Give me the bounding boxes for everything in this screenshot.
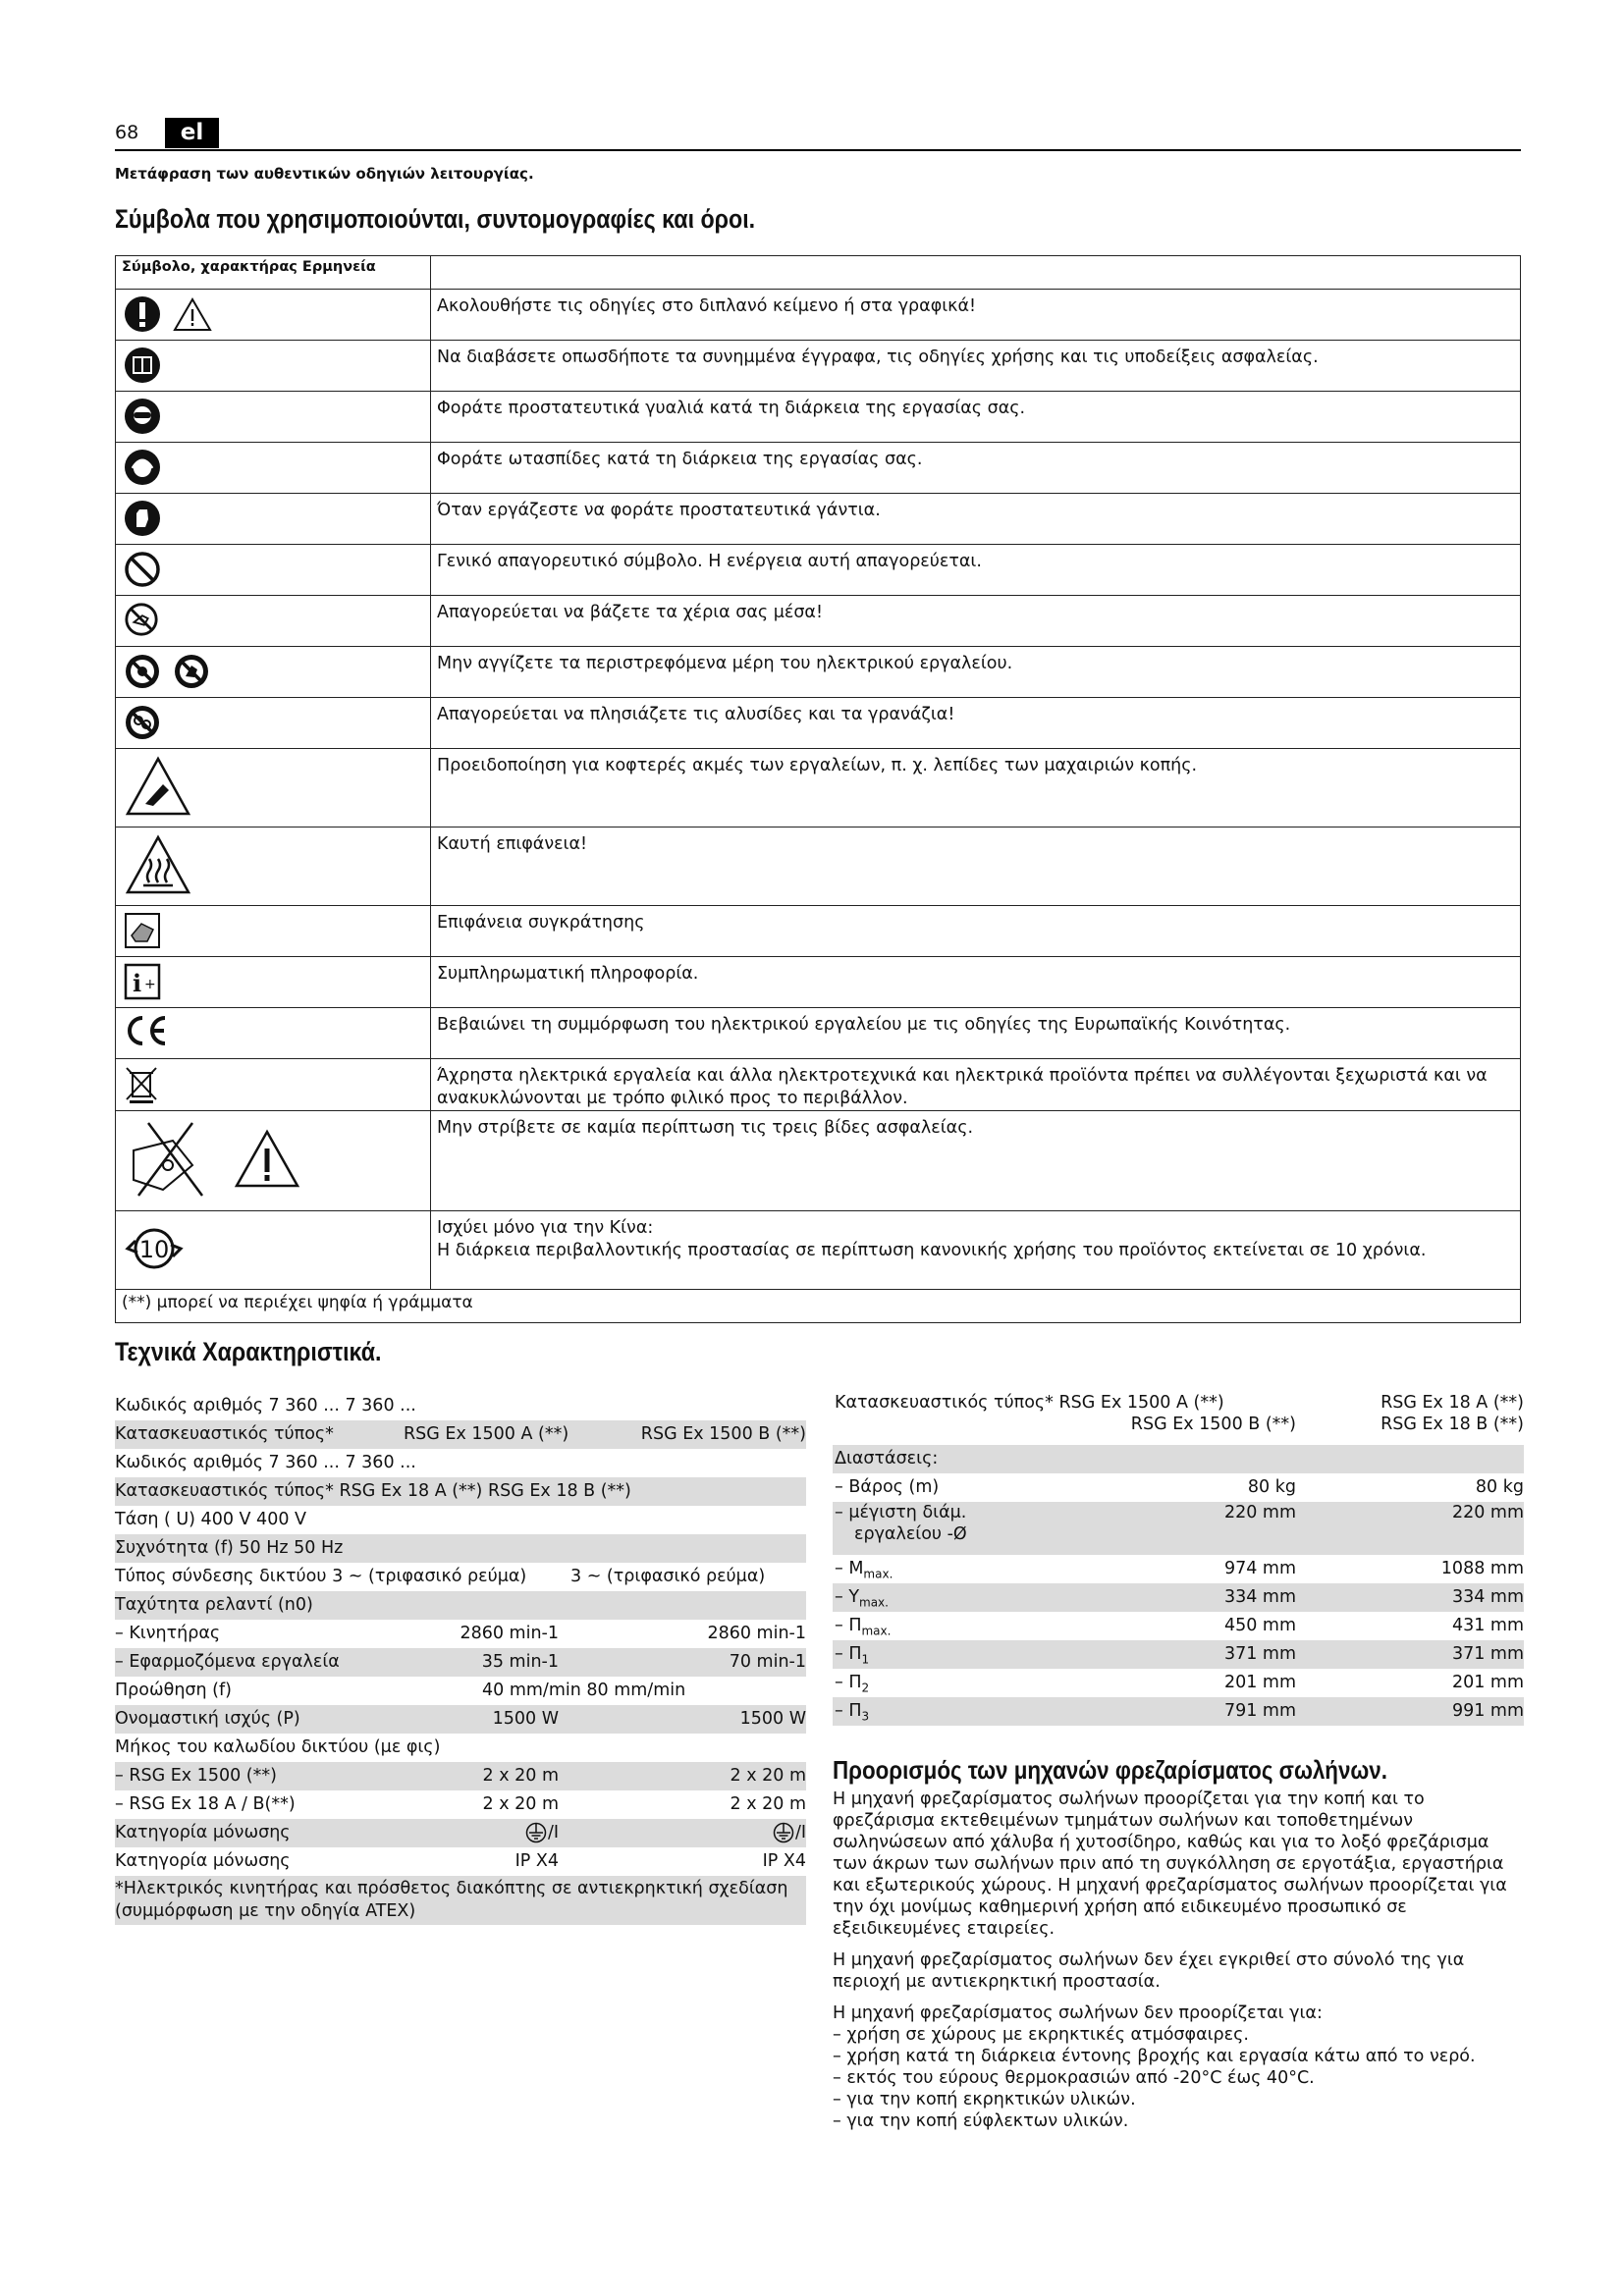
ground-symbol-icon	[772, 1822, 795, 1843]
no-hands-icon	[124, 602, 159, 637]
atex-note: *Ηλεκτρικός κινητήρας και πρόσθετος διακόπτης σε αντιεκρηκτική σχεδίαση (συμμόρφωση με την οδηγία ATEX)	[115, 1876, 806, 1925]
dims-section-label: Διαστάσεις:	[833, 1445, 1524, 1473]
list-item: – χρήση σε χώρους με εκρηκτικές ατμόσφαιρες.	[833, 2025, 1249, 2045]
symbol-desc: Επιφάνεια συγκράτησης	[431, 906, 1521, 957]
no-chains-icon	[124, 704, 161, 741]
tech-row: – RSG Ex 18 A / B(**) 2 x 20 m 2 x 20 m	[115, 1794, 806, 1814]
prohibition-icon	[124, 551, 161, 588]
symbol-desc: Προειδοποίηση για κοφτερές ακμές των εργαλείων, π. χ. λεπίδες των μαχαιριών κοπής.	[431, 749, 1521, 828]
intended-use-title: Προορισμός των μηχανών φρεζαρίσματος σωλήνων.	[833, 1755, 1387, 1785]
intended-paragraph: Η μηχανή φρεζαρίσματος σωλήνων δεν έχει εγκριθεί στο σύνολό της για περιοχή με αντιεκρηκτική προστασία.	[833, 1950, 1465, 1992]
symbols-footnote: (**) μπορεί να περιέχει ψηφία ή γράμματα	[116, 1290, 1521, 1323]
symbol-desc: Φοράτε προστατευτικά γυαλιά κατά τη διάρκεια της εργασίας σας.	[431, 392, 1521, 443]
dims-row: – $\Pi_{max.}$ 450 mm 431 mm	[835, 1616, 1524, 1638]
page-number: 68	[115, 122, 139, 143]
tech-data-table	[115, 1392, 806, 1925]
gloves-icon	[124, 500, 161, 537]
symbol-desc: Όταν εργάζεστε να φοράτε προστατευτικά γάντια.	[431, 494, 1521, 545]
tech-row: Τύπος σύνδεσης δικτύου 3 ~ (τριφασικό ρεύμα) 3 ~ (τριφασικό ρεύμα)	[115, 1567, 766, 1586]
warning-triangle-icon	[173, 296, 212, 332]
intended-paragraph: Η μηχανή φρεζαρίσματος σωλήνων δεν προορίζεται για:	[833, 2003, 1323, 2023]
tech-row: Τάση ( U) 400 V 400 V	[115, 1510, 306, 1529]
symbols-table	[115, 255, 1521, 1323]
symbol-desc: Μην στρίβετε σε καμία περίπτωση τις τρεις βίδες ασφαλείας.	[431, 1111, 1521, 1211]
list-item: – για την κοπή εύφλεκτων υλικών.	[833, 2111, 1129, 2131]
ear-protection-icon	[124, 449, 161, 486]
tech-row: – Κινητήρας 2860 min-1 2860 min-1	[115, 1624, 806, 1643]
svg-text:i: i	[133, 969, 142, 997]
symbols-section-title: Σύμβολα που χρησιμοποιούνται, συντομογραφίες και όροι.	[115, 204, 756, 234]
tech-section-title: Τεχνικά Χαρακτηριστικά.	[115, 1337, 382, 1366]
dims-row: – $\Pi_3$ 791 mm 991 mm	[833, 1697, 1524, 1726]
symbol-desc: Άχρηστα ηλεκτρικά εργαλεία και άλλα ηλεκτροτεχνικά και ηλεκτρικά προϊόντα πρέπει να συλλέγονται ξεχωριστά και να ανακυκλώνονται με τρόπο φιλικό προς το περιβάλλον.	[431, 1059, 1521, 1111]
symbol-desc: Φοράτε ωτασπίδες κατά τη διάρκεια της εργασίας σας.	[431, 443, 1521, 494]
symbol-desc: Μην αγγίζετε τα περιστρεφόμενα μέρη του ηλεκτρικού εργαλείου.	[431, 647, 1521, 698]
tech-row: – RSG Ex 1500 (**) 2 x 20 m 2 x 20 m	[115, 1762, 806, 1790]
china-10-icon	[124, 1223, 185, 1274]
translation-note: Μετάφραση των αυθεντικών οδηγιών λειτουργίας.	[115, 165, 534, 183]
dims-row: – $\Pi_2$ 201 mm 201 mm	[835, 1673, 1524, 1695]
dims-row: – $\Pi_1$ 371 mm 371 mm	[833, 1640, 1524, 1669]
read-manual-icon	[124, 347, 161, 384]
tech-row: Κατασκευαστικός τύπος* RSG Ex 18 A (**) RSG Ex 18 B (**)	[115, 1477, 806, 1506]
intended-use-text	[833, 1789, 1524, 2132]
symbol-desc: Ισχύει μόνο για την Κίνα: Η διάρκεια περιβαλλοντικής προστασίας σε περίπτωση κανονικής χρήσης του προϊόντος εκτείνεται σε 10 χρόνια.	[431, 1211, 1521, 1290]
language-badge: el	[165, 118, 219, 148]
no-touch-hand-icon	[173, 653, 210, 690]
list-item: – εκτός του εύρους θερμοκρασιών από -20°C έως 40°C.	[833, 2068, 1315, 2088]
weee-bin-icon	[124, 1065, 159, 1104]
list-item: – για την κοπή εκρηκτικών υλικών.	[833, 2090, 1136, 2109]
dims-header: Κατασκευαστικός τύπος* RSG Ex 1500 A (**) RSG Ex 1500 B (**) RSG Ex 18 A (**) RSG Ex 18 B (**)	[835, 1393, 1524, 1434]
tech-row: Κωδικός αριθμός 7 360 ... 7 360 ...	[115, 1396, 416, 1415]
symbol-desc: Βεβαιώνει τη συμμόρφωση του ηλεκτρικού εργαλείου με τις οδηγίες της Ευρωπαϊκής Κοινότητας.	[431, 1008, 1521, 1059]
grip-surface-icon	[124, 912, 161, 949]
dims-row: – Βάρος (m) 80 kg 80 kg	[835, 1477, 1524, 1497]
not-intended-list	[833, 2024, 1524, 2132]
ground-symbol-icon	[524, 1822, 548, 1843]
dimensions-table	[833, 1392, 1524, 1726]
page-header	[115, 118, 1521, 151]
dims-row: – $M_{max.}$ 974 mm 1088 mm	[835, 1559, 1524, 1581]
tech-row: Προώθηση (f) 40 mm/min 80 mm/min	[115, 1681, 686, 1700]
symbol-desc: Γενικό απαγορευτικό σύμβολο. Η ενέργεια αυτή απαγορεύεται.	[431, 545, 1521, 596]
tech-row: Μήκος του καλωδίου δικτύου (με φις)	[115, 1737, 441, 1757]
hot-surface-icon	[124, 833, 192, 896]
tech-row: Κωδικός αριθμός 7 360 ... 7 360 ...	[115, 1453, 416, 1472]
tech-row: Ταχύτητα ρελαντί (n0)	[115, 1591, 806, 1620]
symbol-desc: Απαγορεύεται να βάζετε τα χέρια σας μέσα!	[431, 596, 1521, 647]
sharp-edge-warning-icon	[124, 755, 192, 818]
symbols-header: Σύμβολο, χαρακτήρας Ερμηνεία	[116, 256, 431, 290]
symbol-desc: Συμπληρωματική πληροφορία.	[431, 957, 1521, 1008]
symbol-desc: Απαγορεύεται να πλησιάζετε τις αλυσίδες και τα γρανάζια!	[431, 698, 1521, 749]
no-touch-rotating-icon	[124, 653, 161, 690]
no-turn-screws-icon	[124, 1121, 222, 1198]
tech-row: Κατηγορία μόνωσης /I /I	[115, 1819, 806, 1847]
symbol-desc: Να διαβάσετε οπωσδήποτε τα συνημμένα έγγραφα, τις οδηγίες χρήσης και τις υποδείξεις ασφαλείας.	[431, 341, 1521, 392]
dims-row: – μέγιστη διάμ. εργαλείου -Ø 220 mm 220 mm	[833, 1502, 1524, 1555]
tech-row: Συχνότητα (f) 50 Hz 50 Hz	[115, 1534, 806, 1563]
intended-paragraph: Η μηχανή φρεζαρίσματος σωλήνων προορίζεται για την κοπή και το φρεζάρισμα εκτεθειμένων τμημάτων σωλήνων και τοποθετημένων σωληνώσεων από χάλυβα ή χυτοσίδηρο, καθώς και για το λοξό φρεζάρισμα των άκρων των σωλήνων πριν από τη συγκόλληση σε εργοτάξια, εργαστήρια και εξωτερικούς χώρους. Η μηχανή φρεζαρίσματος σωλήνων προορίζεται για την όχι μονίμως καθημερινή χρήση από ειδικευμένο προσωπικό σε εξειδικευμένες εταιρείες.	[833, 1789, 1507, 1939]
symbol-desc: Καυτή επιφάνεια!	[431, 828, 1521, 906]
warning-triangle-icon	[234, 1129, 300, 1190]
warning-exclamation-icon	[124, 295, 161, 333]
tech-row: Κατηγορία μόνωσης IP X4 IP X4	[115, 1851, 806, 1871]
tech-row: Ονομαστική ισχύς (P) 1500 W 1500 W	[115, 1705, 806, 1734]
tech-row: – Εφαρμοζόμενα εργαλεία 35 min-1 70 min-1	[115, 1648, 806, 1677]
china-10-number: 10	[138, 1236, 170, 1263]
ce-mark-icon	[124, 1014, 169, 1047]
dims-row: – $Y_{max.}$ 334 mm 334 mm	[833, 1583, 1524, 1612]
goggles-icon	[124, 398, 161, 435]
tech-row: Κατασκευαστικός τύπος* RSG Ex 1500 A (**) RSG Ex 1500 B (**)	[115, 1420, 806, 1449]
symbol-desc: Ακολουθήστε τις οδηγίες στο διπλανό κείμενο ή στα γραφικά!	[431, 290, 1521, 341]
svg-text:+: +	[144, 977, 156, 992]
list-item: – χρήση κατά τη διάρκεια έντονης βροχής και εργασία κάτω από το νερό.	[833, 2047, 1476, 2066]
info-icon	[124, 963, 161, 1000]
